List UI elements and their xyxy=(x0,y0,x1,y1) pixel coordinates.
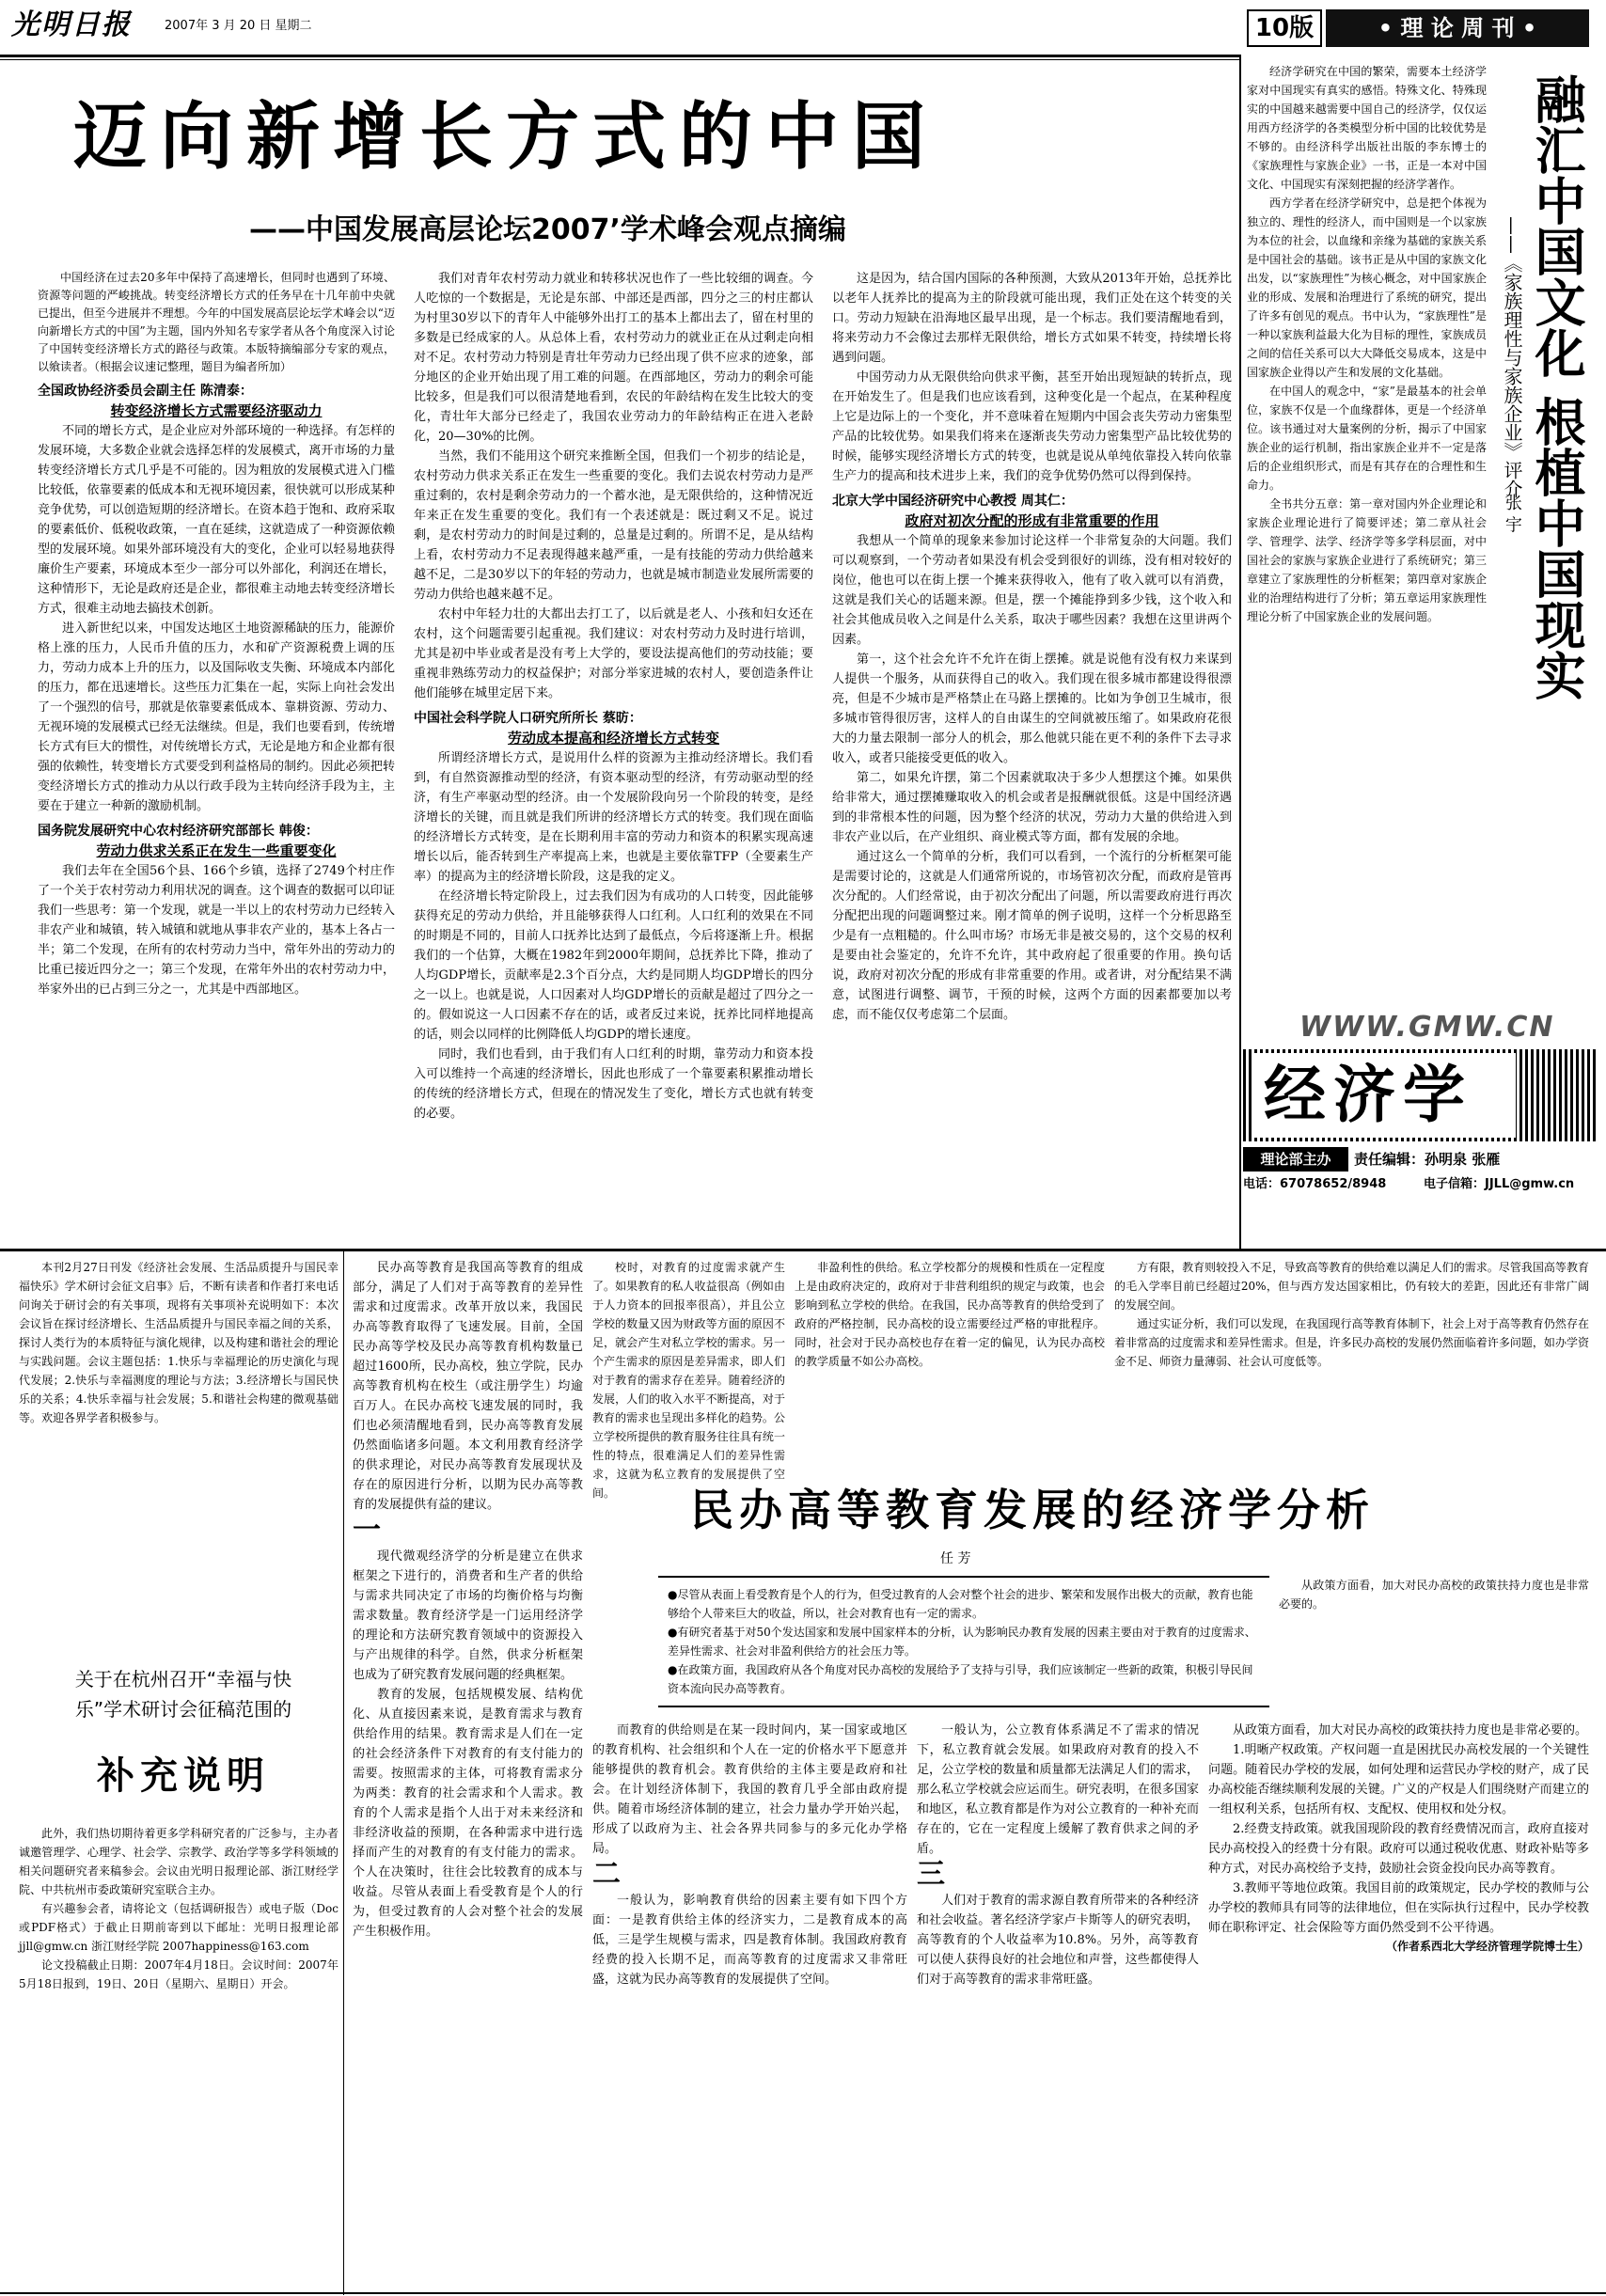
newspaper-logo: 光明日报 xyxy=(11,8,132,41)
body-paragraph: 所谓经济增长方式，是说用什么样的资源为主推动经济增长。我们看到，有自然资源推动型的经济，有资本驱动型的经济，有劳动驱动型的经济，有生产率驱动型的经济。由一个发展阶段向另一个阶段的转变，是经济增长的关键，而且就是我们所讲的经济增长方式的转变。我们现在面临的经济增长方式转变，是在长期利用丰富的劳动力和资本的积累实现高速增长以后，能否转到生产率提高上来，也就是主要依靠TFP（全要素生产率）的提高为主的经济增长阶段，这是我的定义。 xyxy=(414,751,813,884)
main-subtitle: ——中国发展高层论坛2007’学术峰会观点摘编 xyxy=(249,213,846,246)
section-heading: 劳动力供求关系正在发生一些重要变化 xyxy=(96,842,337,859)
abstract-point: ●尽管从表面上看受教育是个人的行为，但受过教育的人会对整个社会的进步、繁荣和发展作出极大的贡献，教育也能够给个人带来巨大的收益，所以，社会对教育也有一定的需求。 xyxy=(668,1588,1253,1620)
section-number: 二 xyxy=(592,1858,621,1891)
body-paragraph: 从政策方面看，加大对民办高校的政策扶持力度也是非常必要的。 xyxy=(1279,1579,1589,1611)
edu-column-2 xyxy=(592,1721,907,2285)
article-column-3 xyxy=(832,269,1232,1228)
body-paragraph: 现代微观经济学的分析是建立在供求框架之下进行的，消费者和生产者的供给与需求共同决定了市场的均衡价格与均衡需求数量。教育经济学是一门运用经济学的理论和方法研究教育领域中的资源投入与产出规律的科学。自然，供求分析框架也成为了研究教育发展问题的经典框架。 xyxy=(353,1549,583,1682)
body-paragraph: 1.明晰产权政策。产权问题一直是困扰民办高校发展的一个关键性问题。随着民办学校的发展，如何处理和运营民办学校的财产，成了民办高校能否继续顺利发展的关键。广义的产权是人们围绕财产而建立的一组权利关系，包括所有权、支配权、使用权和处分权。 xyxy=(1208,1743,1589,1816)
notice-paragraph: 本刊2月27日刊发《经济社会发展、生活品质提升与国民幸福快乐》学术研讨会征文启事》后，不断有读者和作者打来电话问询关于研讨会的有关事项，现将有关事项补充说明如下：本次会议旨在探讨经济增长、生活品质提升与国民幸福之间的关系，探讨人类行为的本质特征与演化规律，以及构建和谐社会的理论与实践问题。会议主题包括：1.快乐与幸福理论的历史演化与现代发展；2.快乐与幸福测度的理论与方法；3.经济增长与国民快乐的关系；4.快乐幸福与社会发展；5.和谐社会构建的微观基础等。欢迎各界学者积极参与。 xyxy=(19,1261,339,1424)
section-number: 一 xyxy=(353,1514,381,1547)
article-intro: 中国经济在过去20多年中保持了高速增长，但同时也遇到了环境、资源等问题的严峻挑战。转变经济增长方式的任务早在十几年前中央就已提出，但至今进展并不理想。今年的中国发展高层论坛学术峰会以“迈向新增长方式的中国”为主题，国内外知名专家学者从各个角度深入讨论了中国转变经济增长方式的路径与政策。本版特摘编部分专家的观点，以飨读者。（根据会议速记整理，题目为编者所加） xyxy=(38,271,395,373)
speaker-label: 北京大学中国经济研究中心教授 周其仁： xyxy=(832,494,1074,509)
body-paragraph: 西方学者在经济学研究中，总是把个体视为独立的、理性的经济人，而中国则是一个以家族为本位的社会，以血缘和亲缘为基础的家族关系是中国社会的基础。该书正是从中国的家族文化出发，以“家族理性”为核心概念，对中国家族企业的形成、发展和治理进行了系统的研究，提出了许多有创见的观点。书中认为，“家族理性”是一种以家族利益最大化为目标的理性，家族成员之间的信任关系可以大大降低交易成本，这是中国家族企业得以产生和发展的文化基础。 xyxy=(1247,197,1487,379)
body-paragraph: 全书共分五章：第一章对国内外企业理论和家族企业理论进行了简要评述；第二章从社会学、管理学、法学、经济学等多学科层面，对中国社会的家族与家族企业进行了系统研究；第三章建立了家族理性的分析框架；第四章对家族企业的治理结构进行了分析；第五章运用家族理性理论分析了中国家族企业的发展问题。 xyxy=(1247,497,1487,623)
section-heading: 政府对初次分配的形成有非常重要的作用 xyxy=(905,512,1159,529)
section-banner xyxy=(1243,1006,1598,1241)
section-number: 三 xyxy=(917,1858,945,1891)
editor-names: 责任编辑：孙明泉 张雁 xyxy=(1354,1151,1501,1168)
body-paragraph: 中国劳动力从无限供给向供求平衡，甚至开始出现短缺的转折点，现在开始发生了。但是我们也应该看到，这种变化是一个起点，在某种程度上它是边际上的一个变化，并不意味着在短期内中国会丧失劳动力密集型产品的比较优势。如果我们将来在逐渐丧失劳动力密集型产品比较优势的时候，能够实现经济增长方式的转变，也就是说从单纯依靠投入转向依靠生产力的提高和技术进步上来，我们的竞争优势仍然可以得到保持。 xyxy=(832,370,1232,483)
edu-column-1 xyxy=(353,1258,583,2288)
edu-column-2a xyxy=(592,1258,785,1500)
body-paragraph: 方有限，教育则较投入不足，导致高等教育的供给难以满足人们的需求。尽管我国高等教育的毛入学率目前已经超过20%，但与西方发达国家相比，仍有较大的差距，因此还有非常广阔的发展空间。 xyxy=(1114,1261,1589,1312)
body-paragraph: 这是因为，结合国内国际的各种预测，大致从2013年开始，总抚养比以老年人抚养比的提高为主的阶段就可能出现，我们正处在这个转变的关口。劳动力短缺在沿海地区最早出现，是一个标志。我们要清醒地看到，将来劳动力不会像过去那样无限供给，增长方式如果不转变，持续增长将遇到问题。 xyxy=(832,272,1232,365)
body-paragraph: 我们对青年农村劳动力就业和转移状况也作了一些比较细的调查。今人吃惊的一个数据是，无论是东部、中部还是西部，四分之三的村庄都认为村里30岁以下的青年人中能够外出打工的基本上都出去了，留在村里的多数是已经成家的人。从总体上看，农村劳动力的就业正在从过剩走向相对不足。农村劳动力特别是青壮年劳动力已经出现了供不应求的迹象，部分地区的企业开始出现了用工难的问题。在西部地区，劳动力的剩余可能比较多，但是我们可以很清楚地看到，农民的年龄结构在发生比较大的变化，青壮年大部分已经走了，我国农业劳动力的年龄结构正在进入老龄化，20—30%的比例。 xyxy=(414,272,813,444)
body-paragraph: 而教育的供给则是在某一段时间内，某一国家或地区的教育机构、社会组织和个人在一定的价格水平下愿意并能够提供的教育机会。教育供给的主体主要是政府和社会。在计划经济体制下，我国的教育几乎全部由政府提供。随着市场经济体制的建立，社会力量办学开始兴起，形成了以政府为主、社会各界共同参与的多元化办学格局。 xyxy=(592,1723,907,1856)
page-number: 10版 xyxy=(1247,9,1322,47)
body-paragraph: 人们对于教育的需求源自教育所带来的各种经济和社会收益。著名经济学家卢卡斯等人的研究表明，高等教育的个人收益率为10.8%。另外，高等教育可以使人获得良好的社会地位和声誉，这些都使得人们对于高等教育的需求非常旺盛。 xyxy=(917,1894,1199,1987)
body-paragraph: 非盈利性的供给。私立学校都分的规模和性质在一定程度上是由政府决定的，政府对于非营利组织的规定与政策，也会影响到私立学校的供给。在我国，民办高等教育的供给受到了政府的严格控制，民办高校的设立需要经过严格的审批程序。同时，社会对于民办高校也存在着一定的偏见，认为民办高校的教学质量不如公办高校。 xyxy=(795,1261,1105,1368)
section-banner-title: 经济学 xyxy=(1252,1053,1516,1138)
article-column-2 xyxy=(414,269,813,1228)
body-paragraph: 教育的发展，包括规模发展、结构优化、从直接因素来说，是教育需求与教育供给作用的结果。教育需求是人们在一定的社会经济条件下对教育的有支付能力的需要。按照需求的主体，可将教育需求分为两类：教育的社会需求和个人需求。教育的个人需求是指个人出于对未来经济和非经济收益的预期，在各种需求中进行选择而产生的对教育的有支付能力的需求。个人在决策时，往往会比较教育的成本与收益。尽管从表面上看受教育是个人的行为，但受过教育的人会对整个社会的发展产生积极作用。 xyxy=(353,1688,583,1939)
editor-phone: 电话：67078652/8948 xyxy=(1243,1177,1387,1191)
main-headline: 迈向新增长方式的中国 xyxy=(73,95,939,180)
notice-column xyxy=(19,1258,339,1653)
body-paragraph: 一般认为，影响教育供给的因素主要有如下四个方面：一是教育供给主体的经济实力，二是教育成本的高低，三是学生规模与需求，四是教育体制。我国政府教育经费的投入长期不足，而高等教育的过度需求又非常旺盛，这就为民办高等教育的发展提供了空间。 xyxy=(592,1894,907,1987)
section-heading: 转变经济增长方式需要经济驱动力 xyxy=(110,402,323,419)
body-paragraph: 在中国人的观念中，“家”是最基本的社会单位，家族不仅是一个血缘群体，更是一个经济单位。该书通过对大量案例的分析，揭示了中国家族企业的运行机制，指出家族企业并不一定是落后的企业组织形式，而是有其存在的合理性和生命力。 xyxy=(1247,385,1487,492)
article-column-1 xyxy=(38,269,395,1228)
body-paragraph: 从政策方面看，加大对民办高校的政策扶持力度也是非常必要的。 xyxy=(1233,1723,1588,1738)
review-column xyxy=(1247,62,1487,1002)
review-title: 融汇中国文化 根植中国现实 xyxy=(1527,73,1586,700)
body-paragraph: 2.经费支持政策。就我国现阶段的教育经费情况而言，政府直接对民办高校投入的经费十分有限。政府可以通过税收优惠、财政补贴等多种方式，对民办高校给予支持，鼓励社会资金投向民办高等教育。 xyxy=(1208,1822,1589,1876)
body-paragraph: 进入新世纪以来，中国发达地区土地资源稀缺的压力，能源价格上涨的压力，人民币升值的压力，水和矿产资源税费上调的压力，劳动力成本上升的压力，以及国际收支失衡、环境成本内部化的压力，都在迅速增长。这些压力汇集在一起，实际上向社会发出了一个强烈的信号，那就是依靠要素低成本、靠耕资源、劳动力、无视环境的发展模式已经无法继续。但是，我们也要看到，传统增长方式有巨大的惯性，对传统增长方式，无论是地方和企业都有很强的依赖性，转变增长方式要受到利益格局的制约。因此必须把转变经济增长方式的推动力从以行政手段为主转向经济手段为主，主要在于建立一种新的激励机制。 xyxy=(38,621,395,813)
body-paragraph: 当然，我们不能用这个研究来推断全国，但我们一个初步的结论是，农村劳动力供求关系正在发生一些重要的变化。我们去说农村劳动力是严重过剩的，农村是剩余劳动力的一个蓄水池，是无限供给的，这种情况近年来正在发生重要的变化。我们有一个表述就是：既过剩又不足。说过剩，是农村劳动力的时间是过剩的，总量是过剩的。所谓不足，是从结构上看，农村劳动力不足表现得越来越严重，一是有技能的劳动力供给越来越不足，二是30岁以下的年轻的劳动力，也就是城市制造业发展所需要的劳动力供给也越来越不足。 xyxy=(414,449,813,602)
body-paragraph: 同时，我们也看到，由于我们有人口红利的时期，靠劳动力和资本投入可以维持一个高速的经济增长，因此也形成了一个靠要素积累推动增长的传统的经济增长方式，但现在的情况发生了变化，增长方式也就有转变的必要。 xyxy=(414,1047,813,1121)
body-paragraph: 3.教师平等地位政策。我国目前的政策规定，民办学校的教师与公办学校的教师具有同等的法律地位，但在实际执行过程中，民办学校教师在职称评定、社会保险等方面仍然受到不公平待遇。 xyxy=(1208,1881,1589,1935)
editor-label: 理论部主办 xyxy=(1243,1147,1348,1172)
edu-author: 任 芳 xyxy=(940,1551,971,1566)
review-subtitle: ——《家族理性与家族企业》评介 xyxy=(1501,216,1523,498)
edu-column-5 xyxy=(1208,1721,1589,2289)
abstract-point: ●有研究者基于对50个发达国家和发展中国家样本的分析，认为影响民办教育发展的因素主要由对于教育的过度需求、差异性需求、社会对非盈利供给方的社会压力等。 xyxy=(668,1626,1256,1658)
speaker-label: 国务院发展研究中心农村经济研究部部长 韩俊： xyxy=(38,824,319,839)
masthead xyxy=(0,0,1606,55)
body-paragraph: 不同的增长方式，是企业应对外部环境的一种选择。有怎样的发展环境，大多数企业就会选择怎样的发展模式，离开市场的力量转变经济增长方式几乎是不可能的。因为粗放的发展模式进入门槛比较低，依靠要素的低成本和无视环境因素，很快就可以形成某种竞争优势，可以创造短期的经济增长。在资本趋于饱和、政府采取的要素低价、低税收政策，一直在延续，这就造成了一种资源依赖型的发展环境。如果外部环境没有大的变化，企业可以轻易地获得廉价生产要素，环境成本至少一部分可以外部化，利润还在增长，这种情形下，无论是政府还是企业，都很难主动地去转变经济增长方式，很难主动地去搞技术创新。 xyxy=(38,424,395,616)
issue-date: 2007年 3 月 20 日 星期二 xyxy=(165,19,312,33)
body-paragraph: 我想从一个简单的现象来参加讨论这样一个非常复杂的大问题。我们可以观察到，一个劳动者如果没有机会受到很好的训练，没有相对较好的岗位，他也可以在街上摆一个摊来获得收入，他有了收入就可以有消费，这就是我们关心的话题来源。但是，摆一个摊能挣到多少钱，这个收入和社会其他成员收入之间是什么关系，取决于哪些因素？我想在这里讲两个因素。 xyxy=(832,534,1232,647)
body-paragraph: 我们去年在全国56个县、166个乡镇，选择了2749个村庄作了一个关于农村劳动力利用状况的调查。这个调查的数据可以印证我们一些思考：第一个发现，就是一半以上的农村劳动力已经转入非农产业和城镇，转入城镇和就地从事非农产业的，基本上各占一半；第二个发现，在所有的农村劳动力当中，常年外出的劳动力的比重已接近四分之一；第三个发现，在常年外出的农村劳动力中，举家外出的已占到三分之一，尤其是中西部地区。 xyxy=(38,864,395,997)
notice-paragraph: 此外，我们热切期待着更多学科研究者的广泛参与，主办者诚邀管理学、心理学、社会学、宗教学、政治学等多学科领域的相关问题研究者来稿参会。会议由光明日报理论部、浙江财经学院、中共杭州市委政策研究室联合主办。 xyxy=(19,1827,339,1896)
notice-column-2 xyxy=(19,1824,339,2285)
body-paragraph: 在经济增长特定阶段上，过去我们因为有成功的人口转变，因此能够获得充足的劳动力供给，并且能够获得人口红利。人口红利的效果在不同的时期是不同的，目前人口抚养比达到了最低点，今后将逐渐上升。根据我们的一个估算，大概在1982年到2000年期间，总抚养比下降，推动了人均GDP增长，贡献率是2.3个百分点，大约是同期人均GDP增长的四分之一以上。也就是说，人口因素对人均GDP增长的贡献是超过了四分之一的。假如说这一人口因素不存在的话，或者反过来说，抚养比同样地提高的话，则会以同样的比例降低人均GDP的增长速度。 xyxy=(414,889,813,1042)
edu-column-3a xyxy=(795,1258,1105,1470)
section-label: • 理 论 周 刊 • xyxy=(1326,9,1589,47)
body-paragraph: 经济学研究在中国的繁荣，需要本土经济学家对中国现实有真实的感悟。特殊文化、特殊现实的中国越来越需要中国自己的经济学，仅仅运用西方经济学的各类模型分析中国的比较优势是不够的。由经济科学出版社出版的李东博士的《家族理性与家族企业》一书，正是一本对中国文化、中国现实有深刻把握的经济学著作。 xyxy=(1247,65,1487,191)
section-heading: 劳动成本提高和经济增长方式转变 xyxy=(507,730,719,747)
abstract-point: ●在政策方面，我国政府从各个角度对民办高校的发展给予了支持与引导，我们应该制定一些新的政策，积极引导民间资本流向民办高等教育。 xyxy=(668,1663,1253,1695)
review-author: 张 宇 xyxy=(1502,494,1522,533)
body-paragraph: 农村中年轻力壮的大都出去打工了，以后就是老人、小孩和妇女还在农村，这个问题需要引起重视。我们建议：对农村劳动力及时进行培训，尤其是初中毕业或者是没有考上大学的，要设法提高他们的劳动技能；要重视非熟练劳动力的权益保护；对部分举家进城的农村人，要创造条件让他们能够在城里定居下来。 xyxy=(414,607,813,700)
author-note: （作者系西北大学经济管理学院博士生） xyxy=(1385,1940,1589,1953)
body-paragraph: 一般认为，公立教育体系满足不了需求的情况下，私立教育就会发展。如果政府对教育的投入不足，公立学校的数量和质量都无法满足人们的需求，那么私立学校就会应运而生。研究表明，在很多国家和地区，私立教育都是作为对公立教育的一种补充而存在的，它在一定程度上缓解了教育供求之间的矛盾。 xyxy=(917,1723,1199,1856)
notice-title: 关于在杭州召开“幸福与快乐”学术研讨会征稿范围的 xyxy=(74,1668,292,1721)
speaker-label: 中国社会科学院人口研究所所长 蔡昉： xyxy=(414,711,642,726)
edu-headline: 民办高等教育发展的经济学分析 xyxy=(590,1476,1474,1544)
body-paragraph: 民办高等教育是我国高等教育的组成部分，满足了人们对于高等教育的差异性需求和过度需求。改革开放以来，我国民办高等教育取得了飞速发展。目前，全国民办高等学校及民办高等教育机构数量已超过1600所，民办高校，独立学院，民办高等教育机构在校生（或注册学生）均逾百万人。在民办高校飞速发展的同时，我们也必须清醒地看到，民办高等教育发展仍然面临诸多问题。本文利用教育经济学的供求理论，对民办高等教育发展现状及存在的原因进行分析，以期为民办高等教育的发展提供有益的建议。 xyxy=(353,1261,583,1512)
body-paragraph: 第二，如果允许摆，第二个因素就取决于多少人想摆这个摊。如果供给非常大，通过摆摊赚取收入的机会或者是报酬就很低。这是中国经济遇到的非常根本性的问题，因为整个经济的状况，劳动力大量的供给进入到非农产业以后，在产业组织、商业模式等方面，都有发展的余地。 xyxy=(832,771,1232,844)
notice-paragraph: 论文投稿截止日期：2007年4月18日。会议时间：2007年5月18日报到，19日、20日（星期六、星期日）开会。 xyxy=(19,1958,339,1990)
body-paragraph: 通过这么一个简单的分析，我们可以看到，一个流行的分析框架可能是需要讨论的，这就是人们通常所说的，市场管初次分配，而政府是管再次分配的。人们经常说，由于初次分配出了问题，所以需要政府进行再次分配把出现的问题调整过来。刚才简单的例子说明，这样一个分析思路至少是有一点粗糙的。什么叫市场？市场无非是被交易的，这个交易的权利是要由社会鉴定的，允许不允许，其中政府起了很重要的作用。换句话说，政府对初次分配的形成有非常重要的作用。或者讲，对分配结果不满意，试图进行调整、调节，干预的时候，这两个方面的因素都要加以考虑，而不能仅仅考虑第二个层面。 xyxy=(832,850,1232,1022)
website-url: WWW.GMW.CN xyxy=(1299,1011,1555,1044)
body-paragraph: 通过实证分析，我们可以发现，在我国现行高等教育体制下，社会上对于高等教育仍然存在着非常高的过度需求和差异性需求。但是，许多民办高校的发展仍然面临着许多问题，如办学资金不足、师资力量薄弱、社会认可度低等。 xyxy=(1114,1317,1589,1368)
editor-email: 电子信箱：JJLL@gmw.cn xyxy=(1424,1177,1575,1191)
speaker-label: 全国政协经济委员会副主任 陈清泰： xyxy=(38,384,253,399)
notice-paragraph: 有兴趣参会者，请将论文（包括调研报告）或电子版（Doc或PDF格式）于截止日期前寄到以下邮址：光明日报理论部 jjll@gmw.cn 浙江财经学院 2007happiness@163.com xyxy=(19,1902,339,1953)
notice-title-main: 补充说明 xyxy=(97,1754,270,1798)
edu-column-4 xyxy=(1114,1258,1589,1470)
abstract-box xyxy=(658,1576,1269,1707)
body-paragraph: 第一，这个社会允许不允许在街上摆摊。就是说他有没有权力来谋到人提供一个服务，从而获得自己的收入。我们现在很多城市都建设得很漂亮，但是不少城市是严格禁止在马路上摆摊的。比如为争创卫生城市，很多城市管得很厉害，这样人的自由谋生的空间就被压缩了。如果政府花很大的力量去限制一部分人的机会，那么他就只能在更不利的条件下去寻求收入，或者只能接受更低的收入。 xyxy=(832,653,1232,765)
edu-column-4b xyxy=(1279,1576,1589,1717)
edu-column-3 xyxy=(917,1721,1199,2285)
body-paragraph: 校时，对教育的过度需求就产生了。如果教育的私人收益很高（例如由于人力资本的回报率很高），并且公立学校的数量又因为财政等方面的原因不足，就会产生对私立学校的需求。另一个产生需求的原因是差异需求，即人们对于教育的需求存在差异。随着经济的发展，人们的收入水平不断提高，对于教育的需求也呈现出多样化的趋势。公立学校所提供的教育服务往往具有统一性的特点，很难满足人们的差异性需求，这就为私立教育的发展提供了空间。 xyxy=(592,1261,785,1500)
